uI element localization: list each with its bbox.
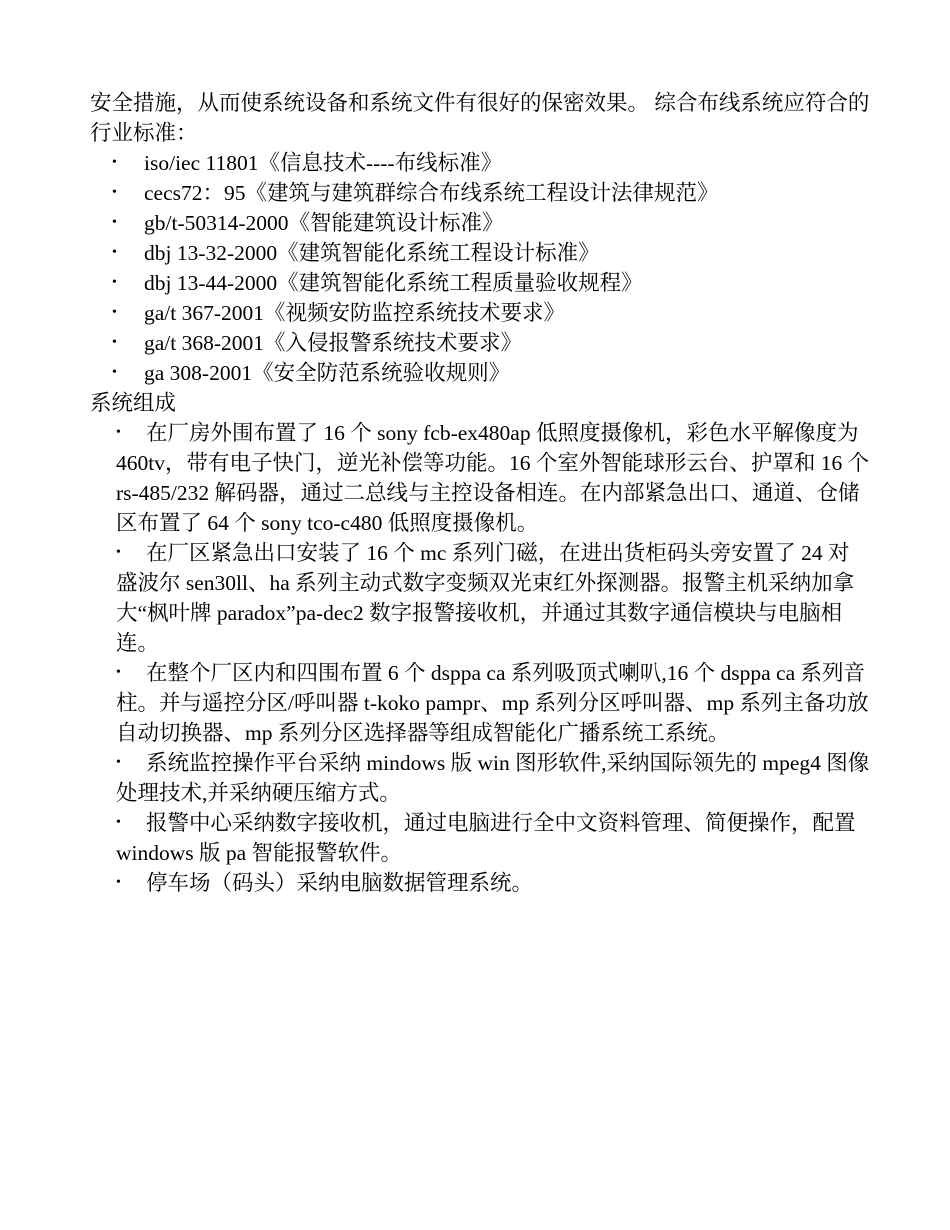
list-item	[90, 178, 870, 208]
list-item	[90, 208, 870, 238]
list-item	[90, 658, 870, 748]
list-item	[90, 538, 870, 658]
composition-text: 在厂区紧急出口安装了 16 个 mc 系列门磁，在进出货柜码头旁安置了 24 对盛波尔 sen30ll、ha 系列主动式数字变频双光束红外探测器。报警主机采纳加拿大“枫叶牌 paradox”pa-dec2 数字报警接收机，并通过其数字通信模块与电脑相连。	[116, 541, 855, 655]
composition-text: 报警中心采纳数字接收机，通过电脑进行全中文资料管理、简便操作，配置 windows 版 pa 智能报警软件。	[116, 811, 856, 865]
section-heading: 系统组成	[90, 391, 177, 415]
bullet-icon: •	[116, 545, 121, 560]
bullet-icon: •	[116, 875, 121, 890]
standard-text: gb/t-50314-2000《智能建筑设计标准》	[144, 211, 504, 235]
standard-text: ga/t 368-2001《入侵报警系统技术要求》	[144, 331, 523, 355]
list-item	[90, 238, 870, 268]
standard-text: ga 308-2001《安全防范系统验收规则》	[144, 361, 511, 385]
list-item	[90, 748, 870, 808]
list-item	[90, 268, 870, 298]
bullet-icon: •	[116, 425, 121, 440]
list-item	[90, 328, 870, 358]
list-item	[90, 808, 870, 868]
list-item	[90, 868, 870, 898]
intro-paragraph: 安全措施，从而使系统设备和系统文件有很好的保密效果。 综合布线系统应符合的行业标准：	[90, 91, 870, 145]
bullet-icon: •	[116, 665, 121, 680]
composition-text: 停车场（码头）采纳电脑数据管理系统。	[146, 871, 534, 895]
bullet-icon: •	[116, 755, 121, 770]
standard-text: ga/t 367-2001《视频安防监控系统技术要求》	[144, 301, 566, 325]
standard-text: cecs72：95《建筑与建筑群综合布线系统工程设计法律规范》	[144, 181, 719, 205]
list-item	[90, 298, 870, 328]
bullet-icon: •	[112, 335, 117, 350]
composition-text: 在厂房外围布置了 16 个 sony fcb-ex480ap 低照度摄像机，彩色水平解像度为 460tv，带有电子快门，逆光补偿等功能。16 个室外智能球形云台、护罩和 16 个 rs-485/232 解码器，通过二总线与主控设备相连。在内部紧急出口、通道、仓储区布置了 64 个 sony tco-c480 低照度摄像机。	[116, 421, 870, 535]
bullet-icon: •	[116, 815, 121, 830]
bullet-icon: •	[112, 275, 117, 290]
bullet-icon: •	[112, 185, 117, 200]
list-item	[90, 358, 870, 388]
bullet-icon: •	[112, 365, 117, 380]
standards-list	[90, 148, 870, 388]
composition-text: 系统监控操作平台采纳 mindows 版 win 图形软件,采纳国际领先的 mpeg4 图像处理技术,并采纳硬压缩方式。	[116, 751, 870, 805]
list-item	[90, 148, 870, 178]
standard-text: dbj 13-44-2000《建筑智能化系统工程质量验收规程》	[144, 271, 643, 295]
standard-text: dbj 13-32-2000《建筑智能化系统工程设计标准》	[144, 241, 600, 265]
bullet-icon: •	[112, 305, 117, 320]
bullet-icon: •	[112, 245, 117, 260]
bullet-icon: •	[112, 155, 117, 170]
composition-list	[90, 418, 870, 898]
standard-text: iso/iec 11801《信息技术----布线标准》	[144, 151, 503, 175]
list-item	[90, 418, 870, 538]
document-page	[90, 88, 870, 898]
bullet-icon: •	[112, 215, 117, 230]
composition-text: 在整个厂区内和四围布置 6 个 dsppa ca 系列吸顶式喇叭,16 个 dsppa ca 系列音柱。并与遥控分区/呼叫器 t-koko pampr、mp 系列分区呼叫器、mp 系列主备功放自动切换器、mp 系列分区选择器等组成智能化广播系统工系统。	[116, 661, 869, 745]
